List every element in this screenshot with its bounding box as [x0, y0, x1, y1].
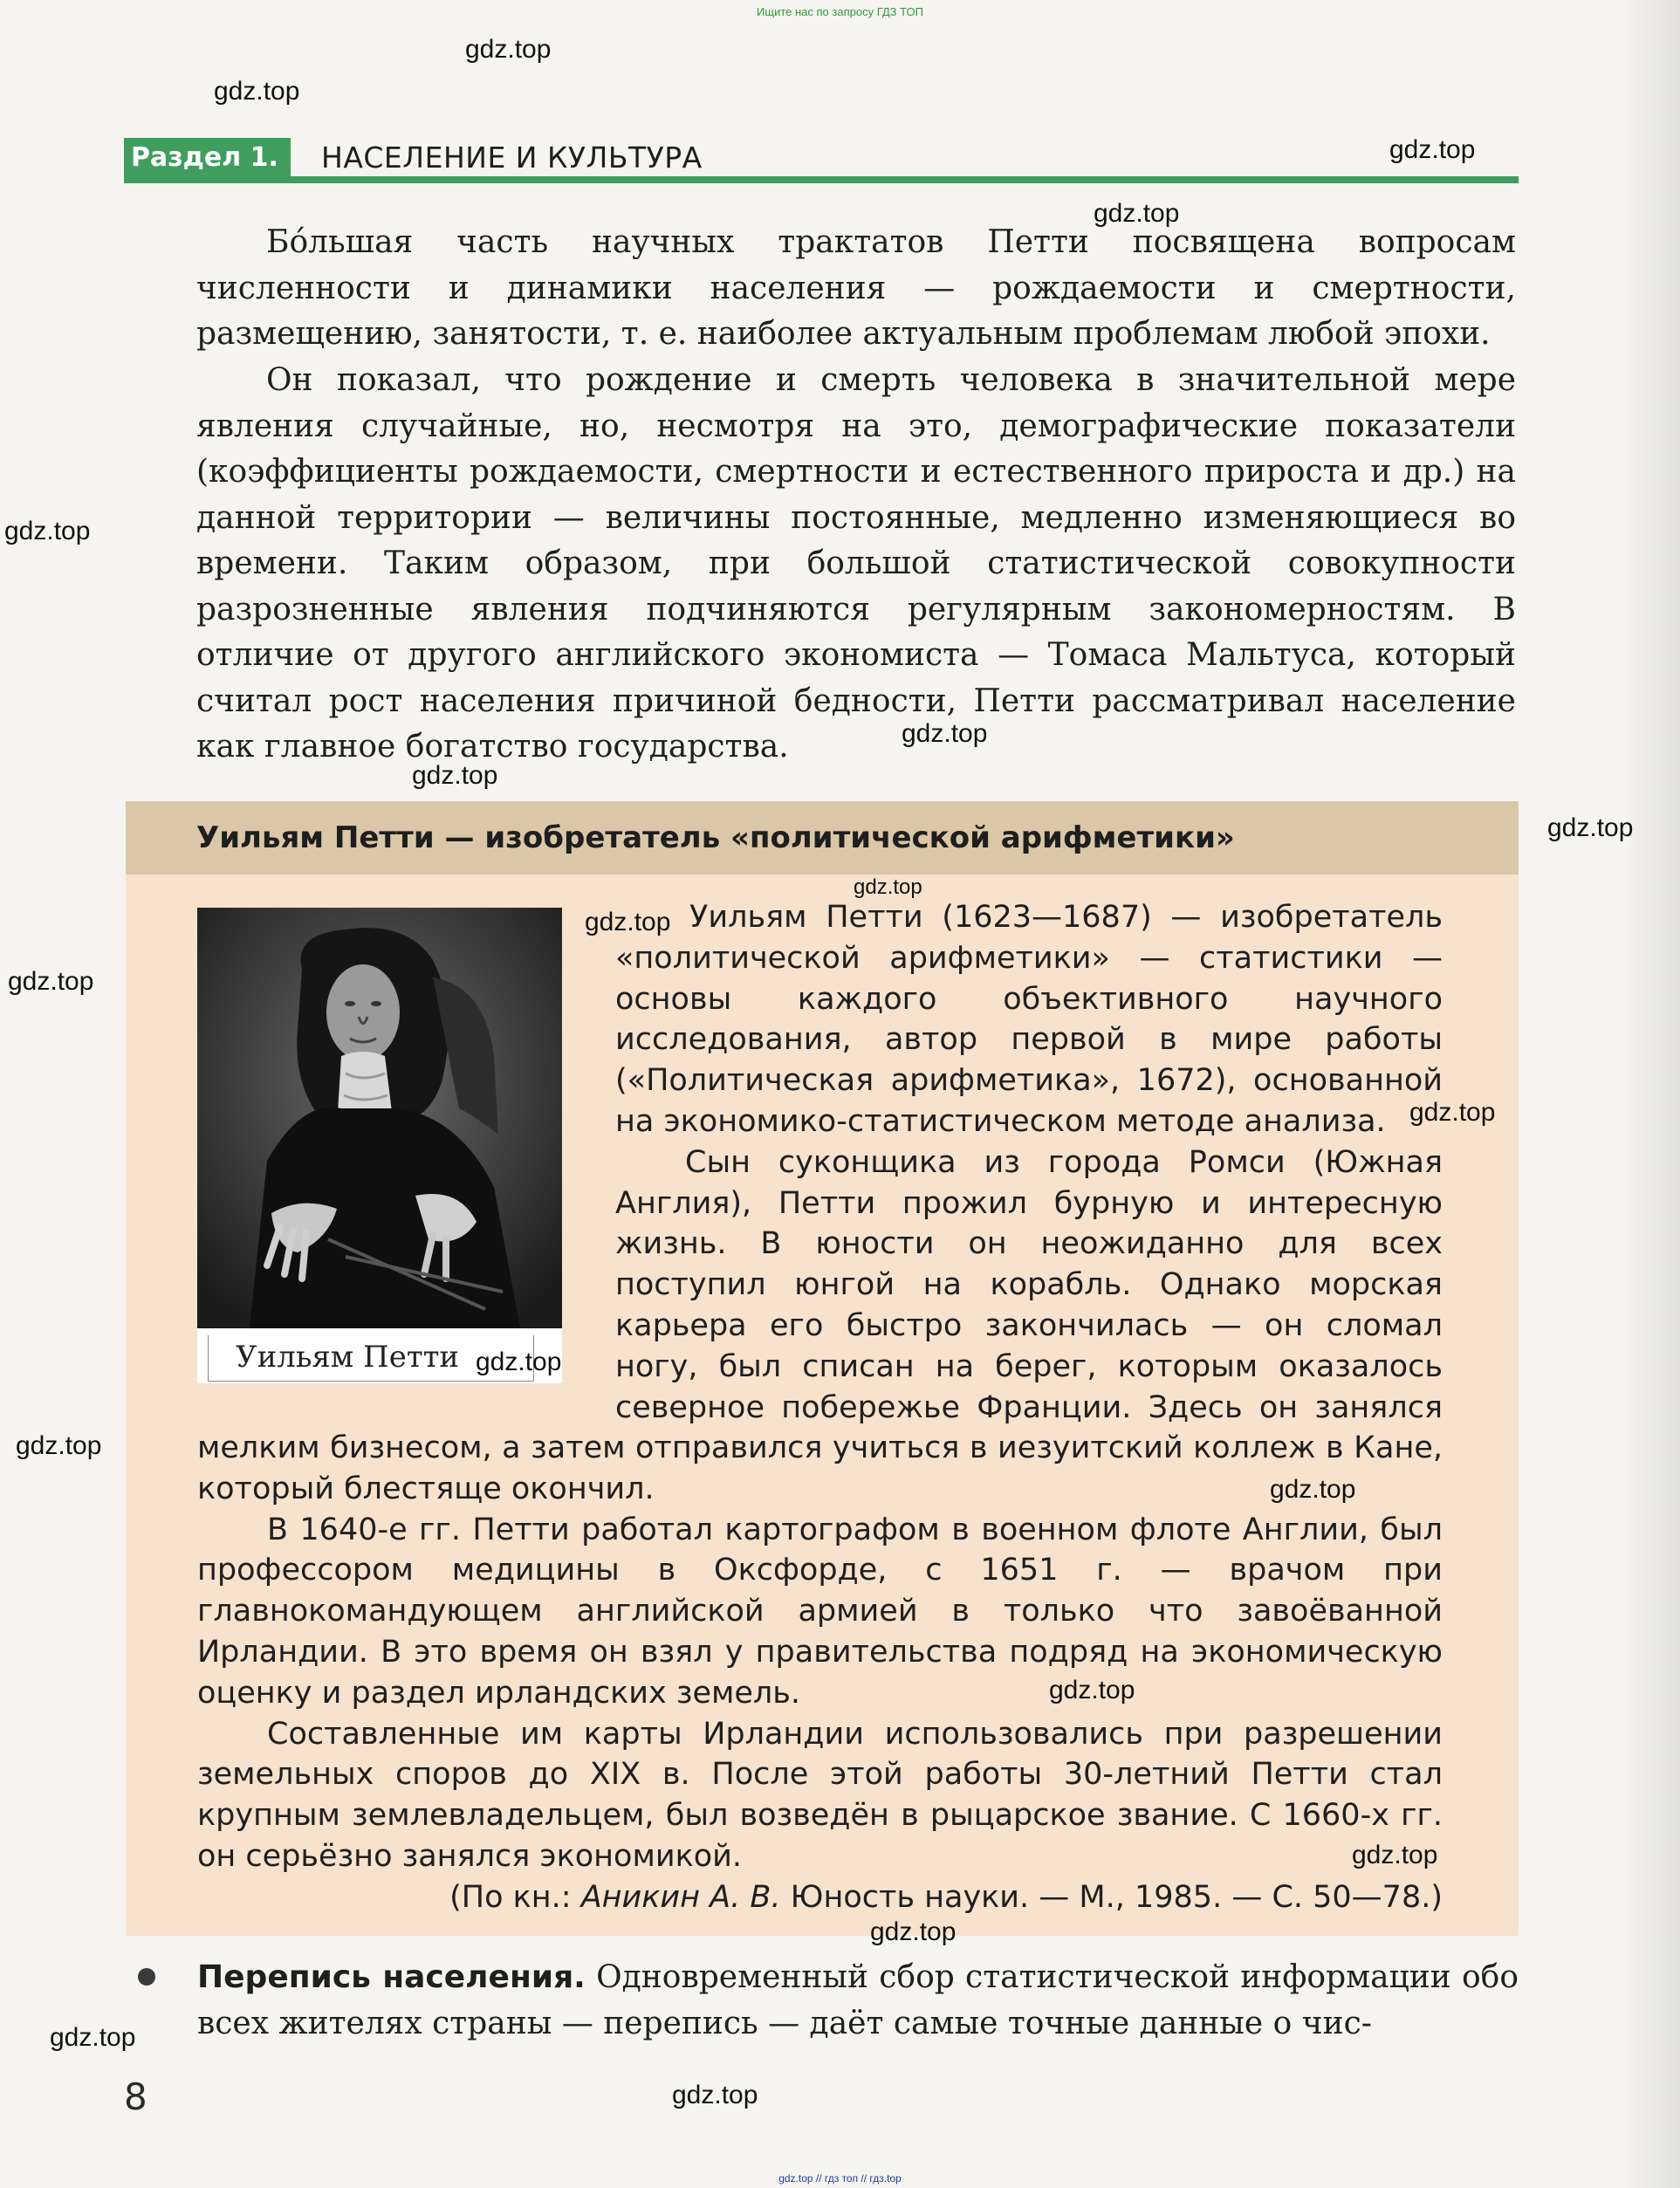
section-header — [124, 138, 1519, 183]
watermark: gdz.top — [214, 77, 300, 106]
info-paragraph-4: Составленные им карты Ирландии использовались при разрешении земельных споров до XIX в. После этой работы 30-летний Петти стал крупным землевладельцем, был возведён в рыцарское звание. С 1660-х гг. он серьёзно занялся экономикой. — [197, 1716, 1443, 1874]
watermark: gdz.top — [1352, 1841, 1438, 1869]
paragraph-2-text: Он показал, что рождение и смерть человека в значительной мере явления случайные, но, несмотря на это, демографические показатели (коэффициенты рождаемости, смертности и естественного прироста и др.) на данной территории — величины постоянные, медленно изменяющиеся во времени. Таким образом, при большой статистической совокупности разрозненные явления подчиняются регулярным закономерностям. В отличие от другого английского экономиста — Томаса Мальтуса, который считал рост населения причиной бедности, Петти рассматривал население как главное богатство государства. — [196, 362, 1516, 765]
watermark: gdz.top — [1389, 135, 1476, 164]
watermark: gdz.top — [585, 908, 671, 936]
watermark: gdz.top — [4, 517, 91, 545]
watermark: gdz.top — [1049, 1676, 1135, 1704]
source-author: Аникин А. В. — [580, 1879, 781, 1915]
watermark: gdz.top — [870, 1917, 957, 1946]
watermark: gdz.top — [465, 35, 552, 64]
watermark: gdz.top — [1270, 1475, 1356, 1504]
portrait-figure — [197, 908, 562, 1383]
source-prefix: (По кн.: — [449, 1879, 581, 1915]
info-paragraph-2a: Сын суконщика из города Ромси (Южная Англия), Петти прожил бурную и интересную жизнь. В юности он неожиданно для всех поступил юнгой на корабль. Однако морская карьера его быстро закончилась — он сломал ногу, был списан на берег, которым оказалось северное побережье Франции. Здесь он занялся — [615, 1144, 1443, 1425]
watermark: gdz.top — [412, 761, 498, 790]
watermark: gdz.top — [50, 2023, 136, 2052]
watermark: gdz.top — [1547, 813, 1634, 842]
info-box-text-full — [197, 1428, 1443, 1918]
paragraph-1 — [196, 220, 1516, 358]
paragraph-2 — [196, 358, 1516, 771]
page-number: 8 — [124, 2075, 147, 2118]
info-source — [197, 1877, 1443, 1918]
info-paragraph-3: В 1640-е гг. Петти работал картографом в военном флоте Англии, был профессором медицины в Оксфорде, с 1651 г. — врачом при главнокомандующем английской армией в только что завоёванной Ирландии. В это время он взял у правительства подряд на экономическую оценку и раздел ирландских земель. — [197, 1512, 1443, 1711]
watermark: gdz.top — [902, 719, 988, 748]
watermark: gdz.top — [1409, 1098, 1496, 1127]
top-note: Ищите нас по запросу ГДЗ ТОП — [757, 5, 923, 18]
census-paragraph — [197, 1955, 1519, 2047]
portrait-caption: Уильям Петти — [236, 1340, 460, 1375]
info-box-header — [126, 801, 1519, 875]
info-box-title: Уильям Петти — изобретатель «политической арифметики» — [196, 820, 1235, 855]
paragraph-1-text: Бóльшая часть научных трактатов Петти посвящена вопросам численности и динамики населения — рождаемости и смертности, размещению, занятости, т. е. наиболее актуальным проблемам любой эпохи. — [196, 224, 1516, 352]
info-paragraph-1: Уильям Петти (1623—1687) — изобретатель «политической арифметики» — статистики — основы каждого объективного научного исследования, автор первой в мире работы («Политическая арифметика», 1672), основанной на экономико-статистическом методе анализа. — [615, 900, 1443, 1139]
watermark: gdz.top — [854, 875, 922, 899]
section-rule — [124, 176, 1519, 183]
source-rest: Юность науки. — М., 1985. — С. 50—78.) — [780, 1879, 1443, 1915]
watermark: gdz.top — [16, 1431, 102, 1460]
census-heading: Перепись населения. — [197, 1959, 586, 1995]
watermark: gdz.top — [8, 967, 94, 996]
portrait-image — [197, 908, 562, 1328]
bullet-icon — [138, 1968, 155, 1986]
info-box-text-column — [615, 897, 1443, 1428]
section-title: НАСЕЛЕНИЕ И КУЛЬТУРА — [321, 141, 703, 175]
census-body: Одновременный сбор статистической информации обо всех жителях страны — перепись — даёт самые точные данные о чис- — [197, 1959, 1519, 2041]
section-label: Раздел 1. — [124, 138, 291, 178]
census-text — [197, 1955, 1519, 2047]
watermark: gdz.top — [1094, 199, 1180, 228]
watermark: gdz.top — [476, 1348, 562, 1376]
info-paragraph-2b: мелким бизнесом, а затем отправился учиться в иезуитский коллеж в Кане, который блестяще окончил. — [197, 1430, 1443, 1506]
bottom-note: gdz.top // гдз топ // гдз.top — [778, 2172, 902, 2185]
watermark: gdz.top — [672, 2081, 758, 2109]
page-edge-shadow — [1628, 0, 1680, 2188]
